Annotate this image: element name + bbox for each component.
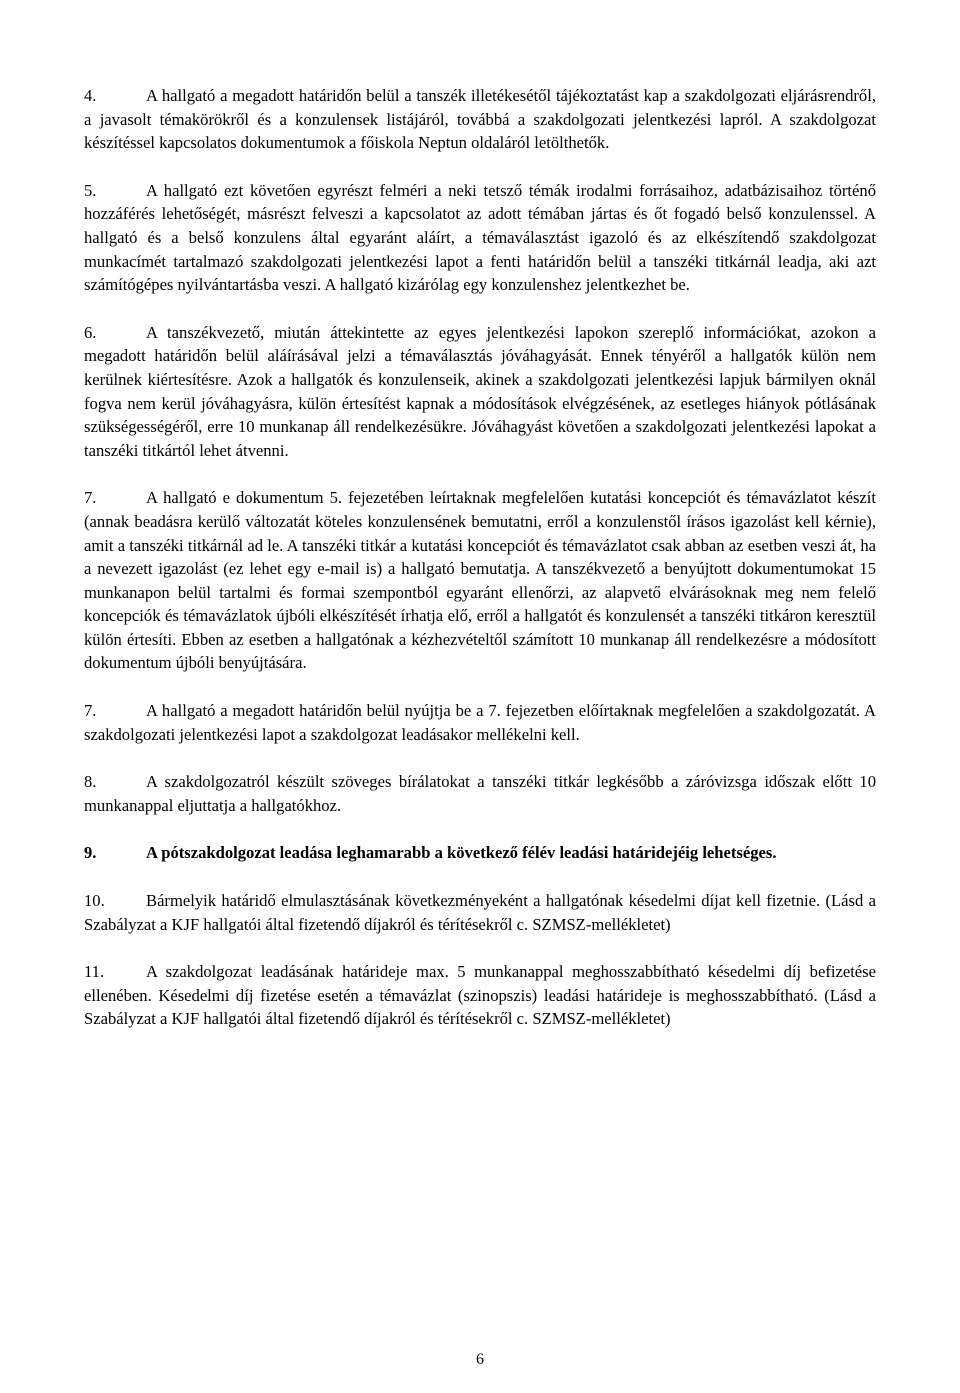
paragraph-number: 5. (84, 180, 97, 200)
paragraph-11 (84, 960, 876, 1031)
paragraph-6 (84, 321, 876, 463)
paragraph-number: 10. (84, 891, 105, 911)
paragraph-7a (84, 486, 876, 675)
paragraph-number: 4. (84, 86, 97, 105)
paragraph-text: A szakdolgozatról készült szöveges bírálatokat a tanszéki titkár legkésőbb a záróvizsga időszak előtt 10 munkanappal eljuttatja a hallgatókhoz. (84, 772, 876, 815)
paragraph-9 (84, 841, 876, 865)
paragraph-10 (84, 889, 876, 936)
paragraph-text: A hallgató a megadott határidőn belül a tanszék illetékesétől tájékoztatást kap a szakdolgozati eljárásrendről, a javasolt témakörökről és a konzulensek listájáról, továbbá a szakdolgozati jelentkezési lapról. A szakdolgozat készítéssel kapcsolatos dokumentumok a főiskola Neptun oldaláról letölthetők. (84, 86, 876, 153)
paragraph-text: A hallgató a megadott határidőn belül nyújtja be a 7. fejezetben előírtaknak megfelelően a szakdolgozatát. A szakdolgozati jelentkezési lapot a szakdolgozat leadásakor mellékelni kell. (84, 701, 876, 744)
document-body (84, 84, 876, 1055)
paragraph-number: 6. (84, 322, 97, 342)
paragraph-4 (84, 84, 876, 155)
paragraph-text: A pótszakdolgozat leadása leghamarabb a következő félév leadási határidejéig lehetséges. (146, 843, 777, 863)
paragraph-5 (84, 179, 876, 297)
paragraph-7b (84, 699, 876, 746)
paragraph-number: 7. (84, 701, 97, 721)
paragraph-8 (84, 770, 876, 817)
paragraph-number: 11. (84, 962, 105, 982)
paragraph-text: A szakdolgozat leadásának határideje max. 5 munkanappal meghosszabbítható késedelmi díj befizetése ellenében. Késedelmi díj fizetése esetén a témavázlat (szinopszis) leadási határideje is meghosszabbítható. (Lásd a Szabályzat a KJF hallgatói által fizetendő díjakról és térítésekről c. SZMSZ-mellékletet) (84, 962, 876, 1029)
paragraph-text: Bármelyik határidő elmulasztásának következményeként a hallgatónak késedelmi díjat kell fizetnie. (Lásd a Szabályzat a KJF hallgatói által fizetendő díjakról és térítésekről c. SZMSZ-mellékletet) (84, 891, 876, 934)
paragraph-number: 7. (84, 488, 97, 508)
paragraph-text: A hallgató e dokumentum 5. fejezetében leírtaknak megfelelően kutatási koncepciót és témavázlatot készít (annak beadásra kerülő változatát köteles konzulensének bemutatni, erről a konzulenstől írásos igazolást kell kérnie), amit a tanszéki titkárnál ad le. A tanszéki titkár a kutatási koncepciót és témavázlatot csak abban az esetben veszi át, ha a nevezett igazolást (ez lehet egy e-mail is) a hallgató bemutatja. A tanszékvezető a benyújtott dokumentumokat 15 munkanapon belül tartalmi és formai szempontból egyaránt ellenőrzi, az alapvető elvárásoknak meg nem felelő koncepciók és témavázlatok újbóli elkészítését írhatja elő, erről a hallgatót és konzulensét a tanszéki titkáron keresztül külön értesíti. Ebben az esetben a hallgatónak a kézhezvételtől számított 10 munkanap áll rendelkezésre a módosított dokumentum újbóli benyújtására. (84, 488, 876, 673)
paragraph-number: 9. (84, 843, 97, 863)
paragraph-number: 8. (84, 772, 97, 792)
page-number: 6 (476, 1351, 484, 1368)
paragraph-text: A hallgató ezt követően egyrészt felméri a neki tetsző témák irodalmi forrásaihoz, adatbázisaihoz történő hozzáférés lehetőségét, másrészt felveszi a kapcsolatot az adott témában jártas és őt fogadó belső konzulenssel. A hallgató és a belső konzulens által egyaránt aláírt, a témaválasztást igazoló és az elkészítendő szakdolgozat munkacímét tartalmazó szakdolgozati jelentkezési lapot a fenti határidőn belül a tanszéki titkárnál leadja, aki azt számítógépes nyilvántartásba veszi. A hallgató kizárólag egy konzulenshez jelentkezhet be. (84, 180, 876, 295)
paragraph-text: A tanszékvezető, miután áttekintette az egyes jelentkezési lapokon szereplő információkat, azokon a megadott határidőn belül aláírásával jelzi a témaválasztás jóváhagyását. Ennek tényéről a hallgatók külön nem kerülnek kiértesítésre. Azok a hallgatók és konzulenseik, akinek a szakdolgozati jelentkezési lapjuk bármilyen oknál fogva nem kerül jóváhagyásra, külön értesítést kapnak a módosítások elvégzésének, az esetleges hiányok pótlásának szükségességéről, erre 10 munkanap áll rendelkezésükre. Jóváhagyást követően a szakdolgozati jelentkezési lapokat a tanszéki titkártól lehet átvenni. (84, 322, 876, 460)
